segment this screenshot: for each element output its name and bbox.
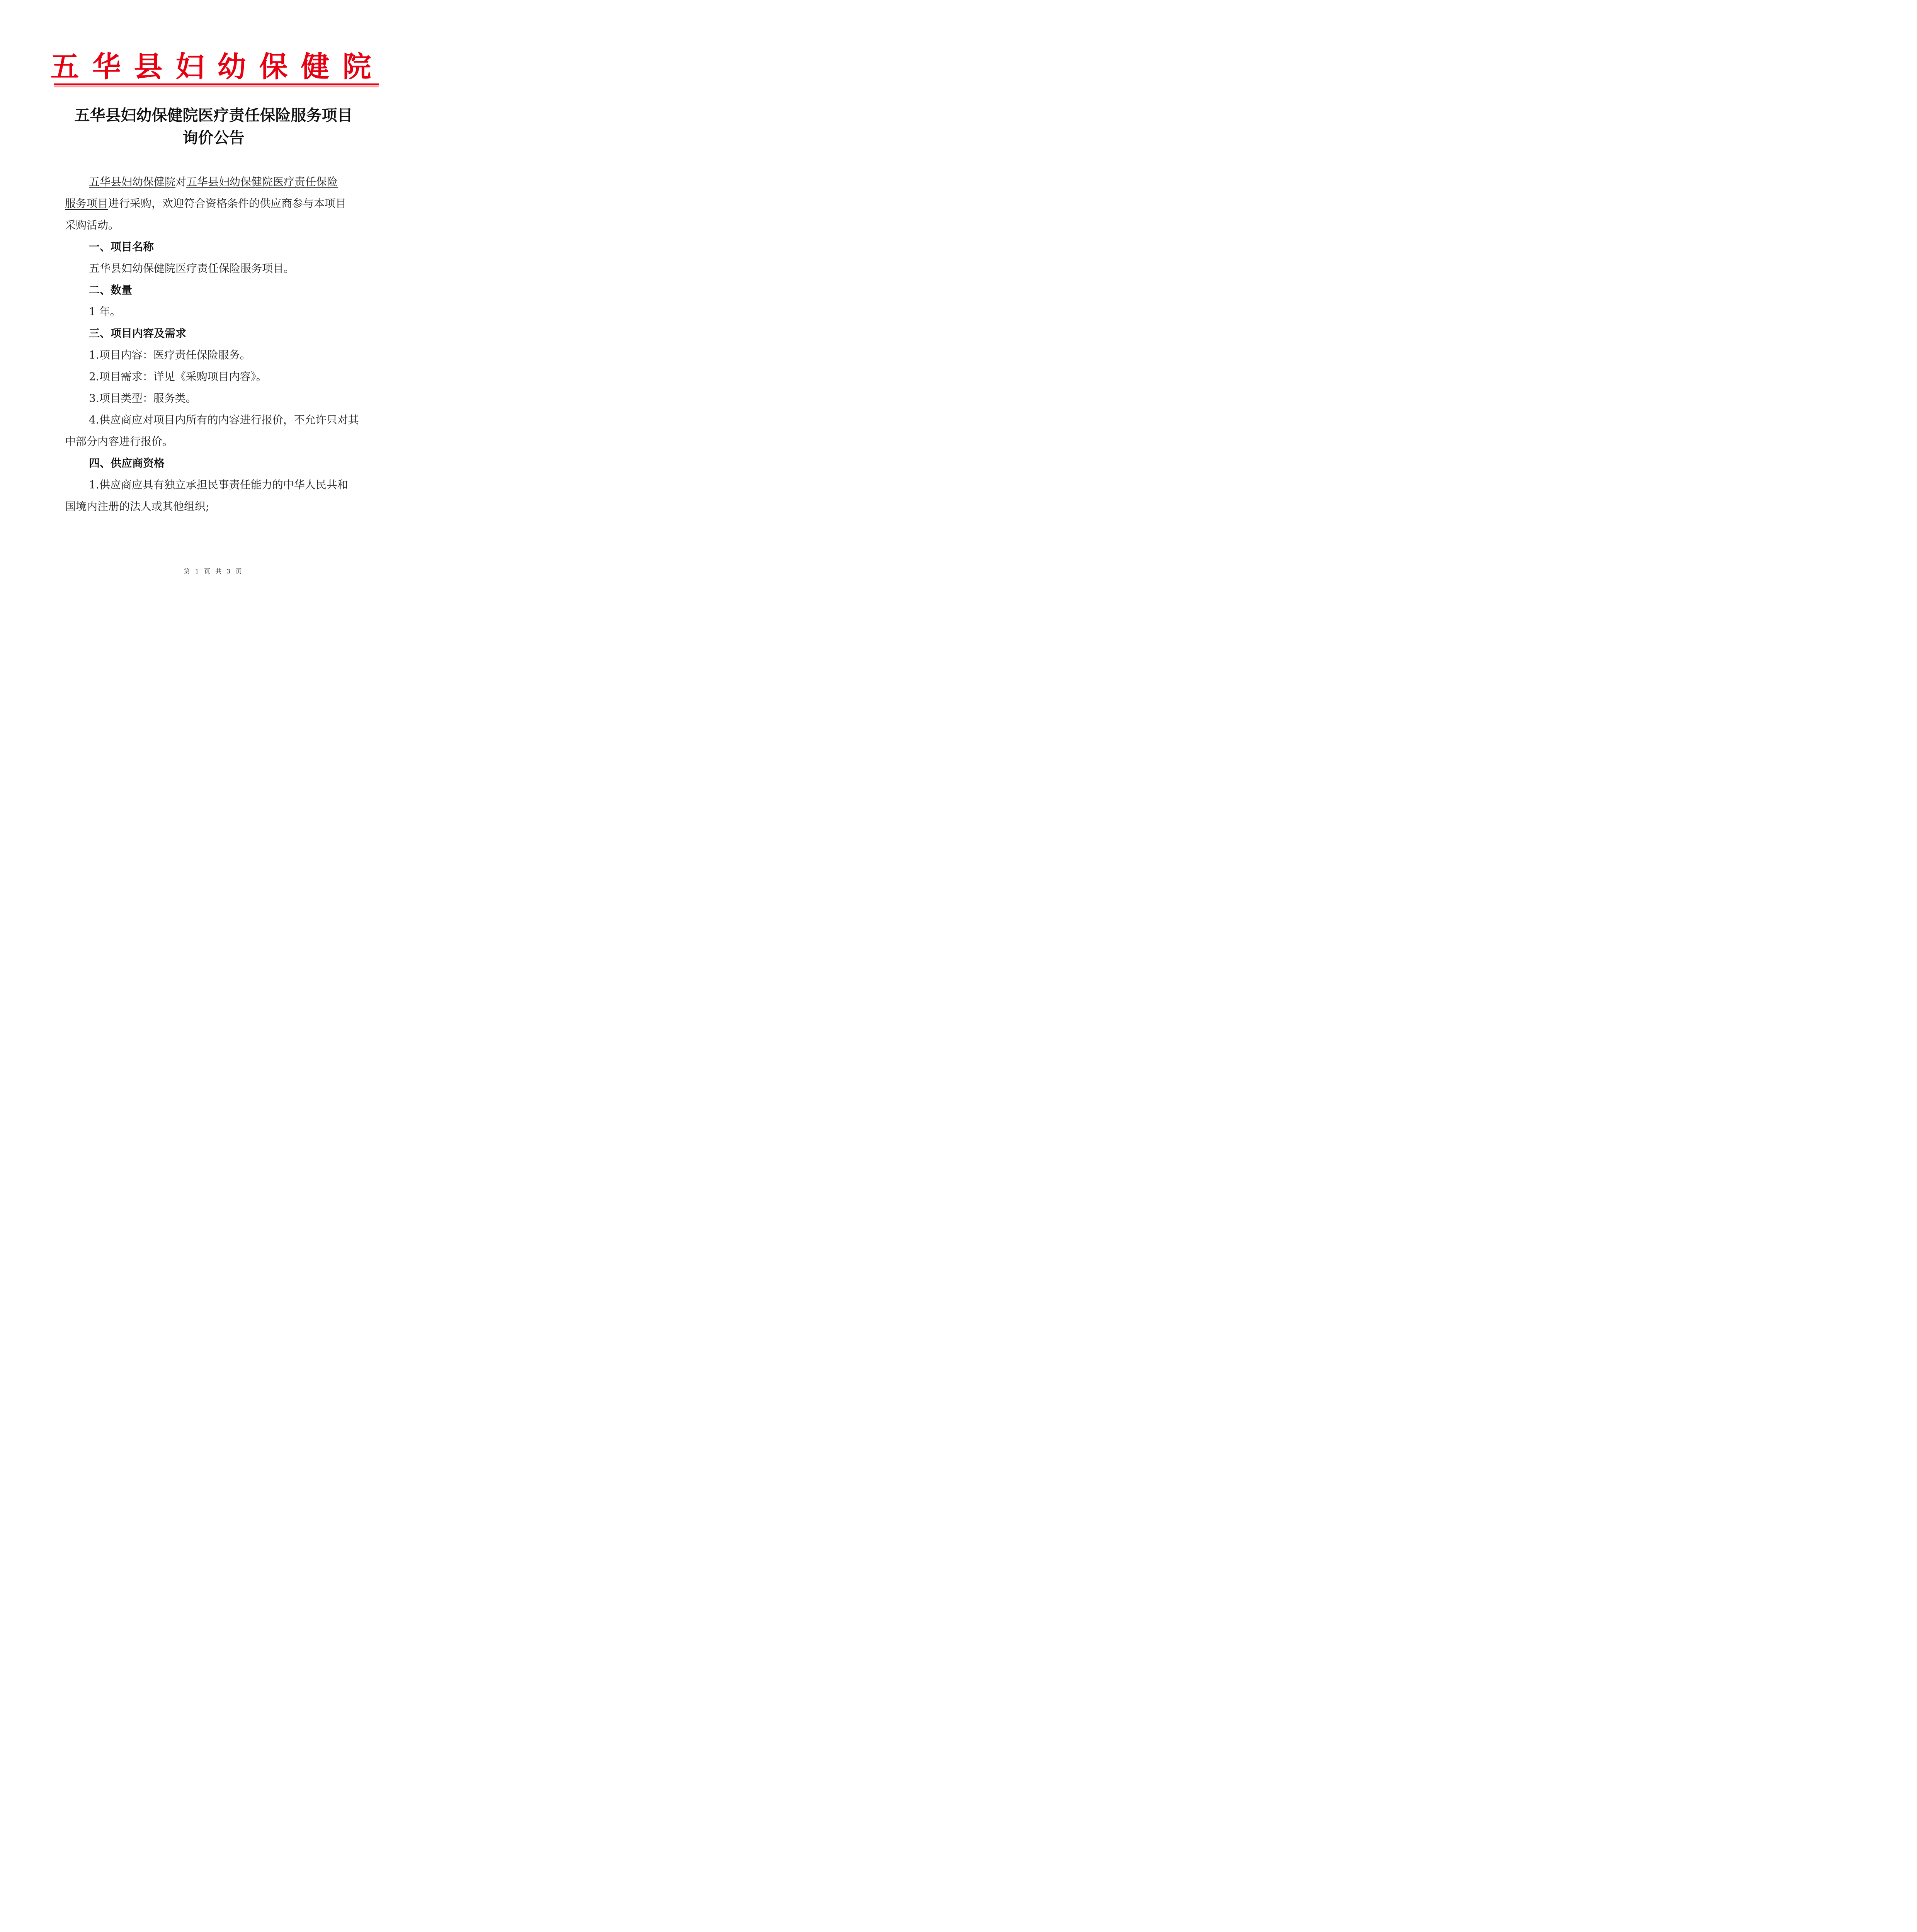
letterhead-rule-thick bbox=[54, 83, 379, 85]
section-heading-content-requirements: 三、项目内容及需求 bbox=[89, 327, 187, 340]
section-heading-project-name: 一、项目名称 bbox=[89, 240, 154, 253]
intro-connector: 对 bbox=[175, 175, 187, 188]
document-title bbox=[46, 104, 381, 149]
section-item-content: 1.项目内容：医疗责任保险服务。 bbox=[89, 349, 251, 361]
section-item-type: 3.项目类型：服务类。 bbox=[89, 392, 197, 405]
intro-project-name-part1: 五华县妇幼保健院医疗责任保险 bbox=[186, 175, 338, 188]
page-number-footer: 第 1 页 共 3 页 bbox=[184, 568, 243, 575]
section-heading-supplier-qualification: 四、供应商资格 bbox=[89, 457, 165, 469]
intro-purchaser: 五华县妇幼保健院 bbox=[89, 175, 176, 188]
intro-line2 bbox=[65, 193, 366, 214]
document-title-line1: 五华县妇幼保健院医疗责任保险服务项目 bbox=[74, 106, 353, 124]
intro-project-name-part2: 服务项目 bbox=[65, 197, 109, 210]
section-heading-quantity: 二、数量 bbox=[89, 284, 133, 296]
intro-rest-line2: 进行采购，欢迎符合资格条件的供应商参与本项目 bbox=[108, 197, 347, 210]
section-text-quantity: 1 年。 bbox=[89, 305, 121, 318]
letterhead-org-name: 五华县妇幼保健院 bbox=[50, 50, 384, 83]
intro-line3: 采购活动。 bbox=[65, 219, 119, 231]
document-title-line2: 询价公告 bbox=[182, 129, 245, 147]
section-text-project-name: 五华县妇幼保健院医疗责任保险服务项目。 bbox=[89, 262, 295, 275]
section-item-quote-rule: 4.供应商应对项目内所有的内容进行报价，不允许只对其中部分内容进行报价。 bbox=[65, 413, 359, 448]
intro-paragraph bbox=[65, 171, 366, 193]
section-item-requirements: 2.项目需求：详见《采购项目内容》。 bbox=[89, 370, 267, 383]
section-item-qualification-1: 1.供应商应具有独立承担民事责任能力的中华人民共和国境内注册的法人或其他组织; bbox=[65, 478, 348, 513]
